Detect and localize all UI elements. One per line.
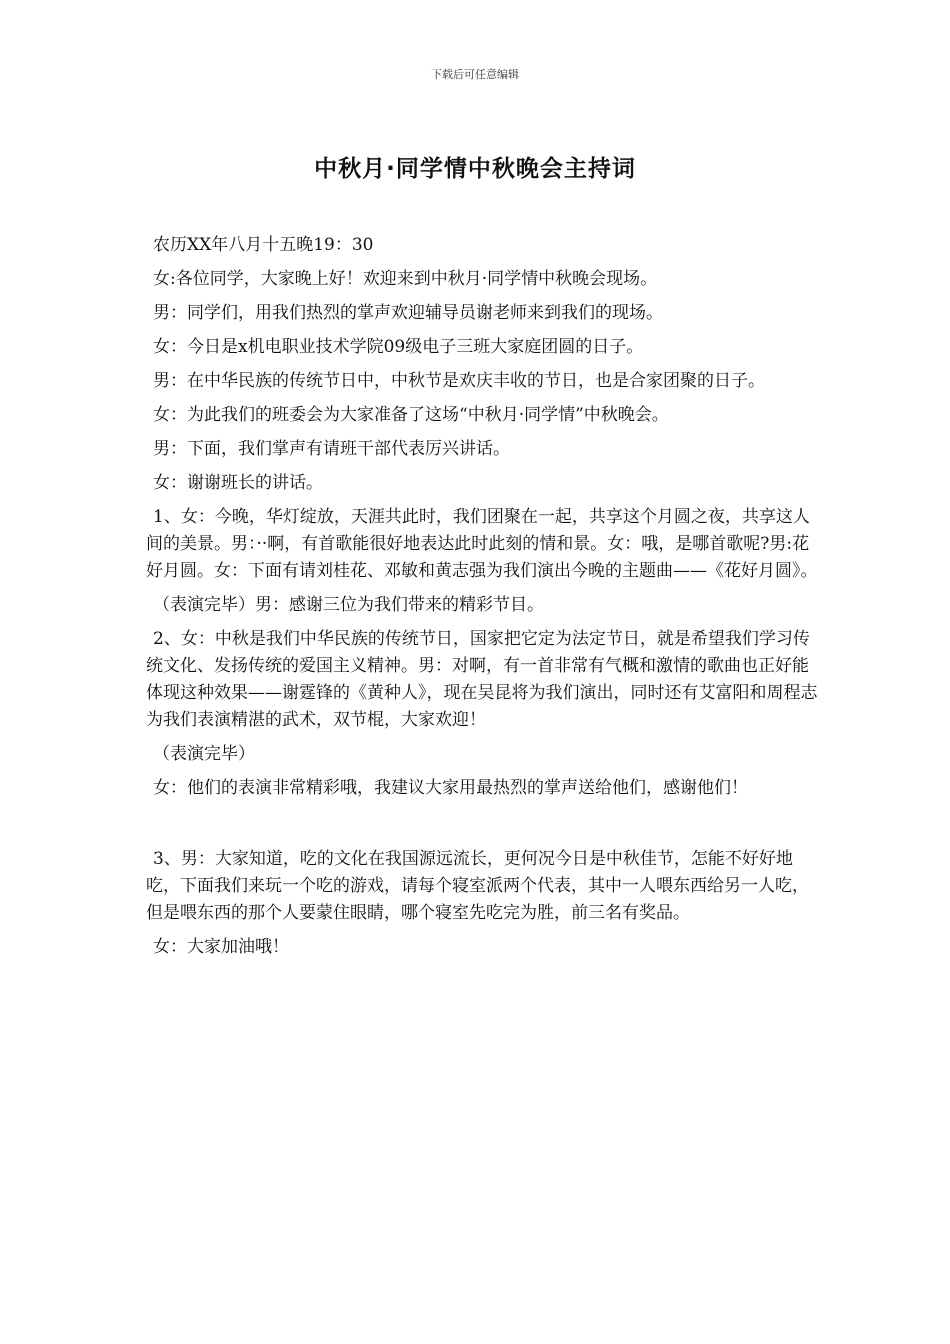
paragraph-program-1: 1、女：今晚，华灯绽放，天涯共此时，我们团聚在一起，共享这个月圆之夜，共享这人间的美景。男：··啊，有首歌能很好地表达此时此刻的情和景。女：哦，是哪首歌呢?男:花好月圆。女：下面有请刘桂花、邓敏和黄志强为我们演出今晚的主题曲——《花好月圆》。: [146, 507, 818, 581]
paragraph-8: （表演完毕）男：感谢三位为我们带来的精彩节目。: [153, 595, 544, 615]
paragraph-2: 男：同学们，用我们热烈的掌声欢迎辅导员谢老师来到我们的现场。: [153, 303, 663, 323]
header-note: 下载后可任意编辑: [431, 68, 519, 81]
paragraph-6: 男：下面，我们掌声有请班干部代表厉兴讲话。: [153, 439, 510, 459]
paragraph-9: （表演完毕）: [153, 744, 255, 764]
paragraph-1: 女:各位同学，大家晚上好！欢迎来到中秋月·同学情中秋晚会现场。: [153, 269, 658, 289]
paragraph-gap: [146, 809, 822, 846]
document-body: [146, 232, 822, 968]
paragraph-11: 女：大家加油哦！: [153, 937, 289, 957]
paragraph-5: 女：为此我们的班委会为大家准备了这场“中秋月·同学情”中秋晚会。: [153, 405, 669, 425]
paragraph-program-2: 2、女：中秋是我们中华民族的传统节日，国家把它定为法定节日，就是希望我们学习传统文化、发扬传统的爱国主义精神。男：对啊，有一首非常有气概和激情的歌曲也正好能体现这种效果——谢霆锋的《黄种人》，现在吴昆将为我们演出，同时还有艾富阳和周程志为我们表演精湛的武术，双节棍，大家欢迎！: [146, 629, 818, 730]
paragraph-date: 农历XX年八月十五晚19：30: [153, 235, 374, 255]
document-title: 中秋月·同学情中秋晚会主持词: [314, 156, 636, 182]
paragraph-program-3: 3、男：大家知道，吃的文化在我国源远流长，更何况今日是中秋佳节，怎能不好好地吃，下面我们来玩一个吃的游戏，请每个寝室派两个代表，其中一人喂东西给另一人吃，但是喂东西的那个人要蒙住眼睛，哪个寝室先吃完为胜，前三名有奖品。: [146, 849, 809, 923]
paragraph-7: 女：谢谢班长的讲话。: [153, 473, 323, 493]
paragraph-3: 女：今日是x机电职业技术学院09级电子三班大家庭团圆的日子。: [153, 337, 644, 357]
paragraph-10: 女：他们的表演非常精彩哦，我建议大家用最热烈的掌声送给他们，感谢他们！: [153, 778, 748, 798]
paragraph-4: 男：在中华民族的传统节日中，中秋节是欢庆丰收的节日，也是合家团聚的日子。: [153, 371, 765, 391]
